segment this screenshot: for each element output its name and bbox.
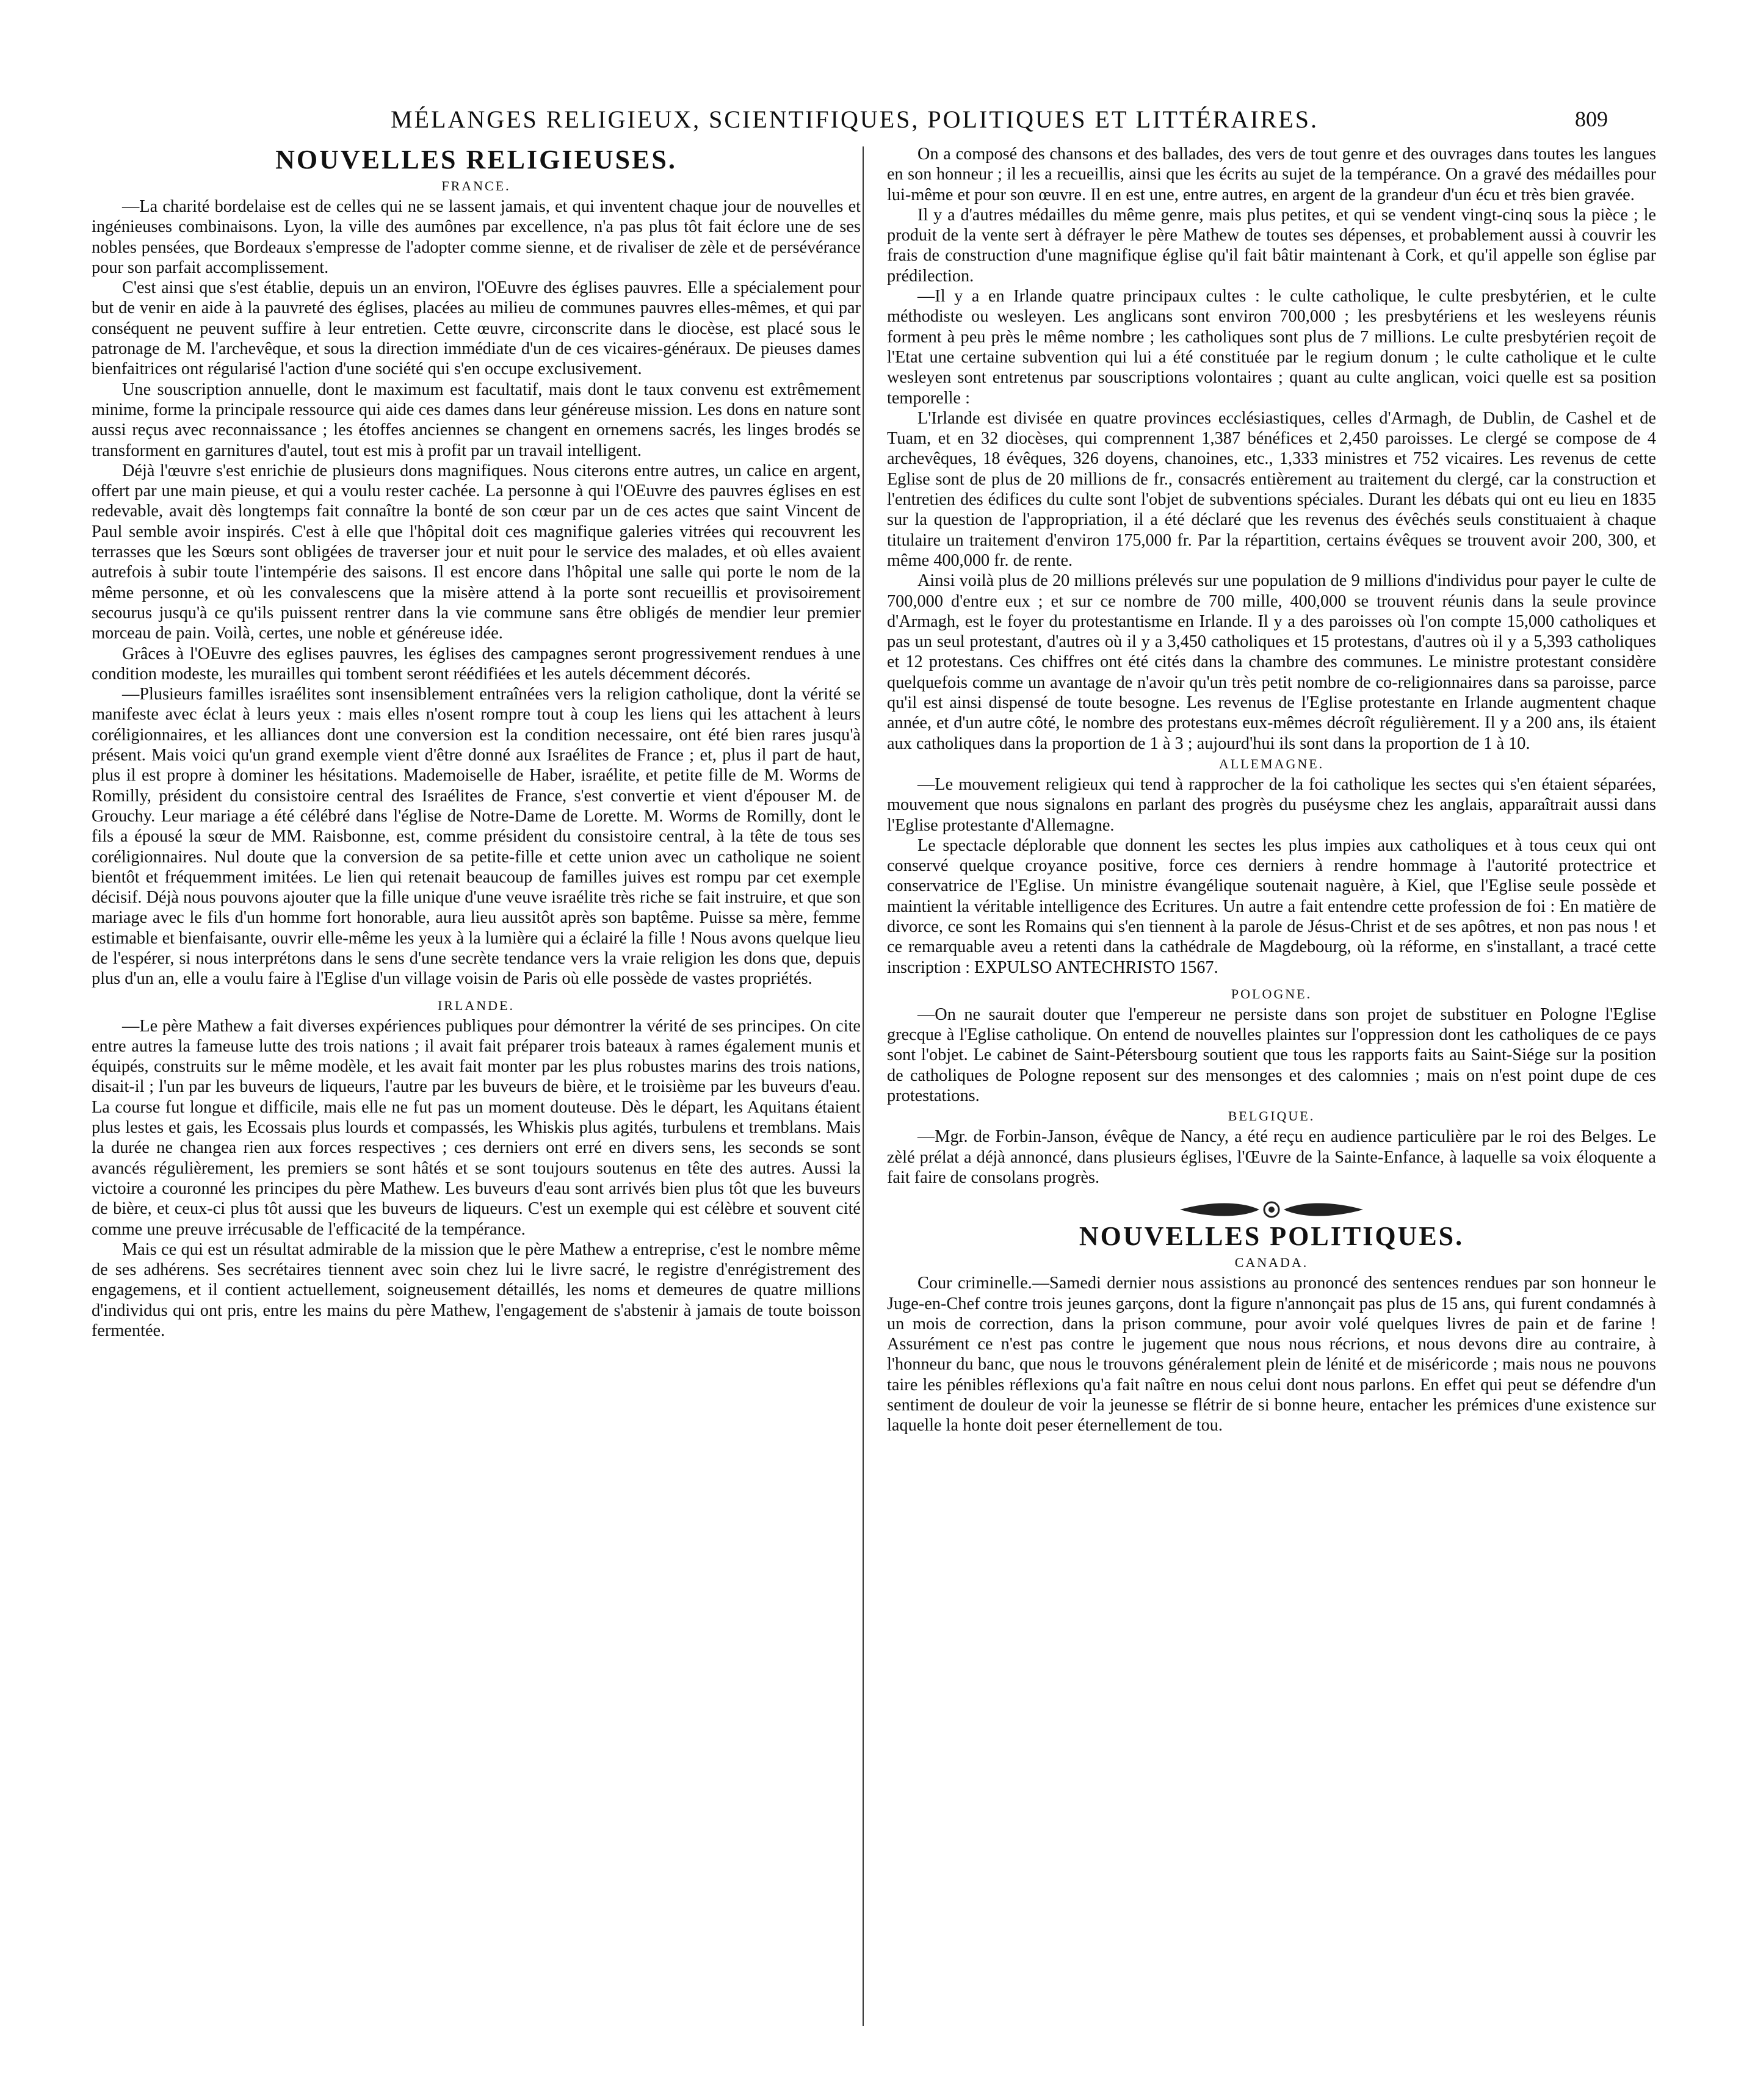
country-heading-allemagne: ALLEMAGNE. <box>1218 756 1325 771</box>
country-heading-pologne: POLOGNE. <box>1231 986 1312 1001</box>
country-heading-canada: CANADA. <box>1234 1255 1309 1271</box>
article-paragraph: Une souscription annuelle, dont le maximum est facultatif, mais dont le taux convenu est extrêmement minime, forme la principale ressource qui aide ces dames dans leur généreuse mission. Les dons en nature sont aussi reçus avec reconnaissance ; les étoffes anciennes se changent en ornemens sacrés, les linges brodés se transforment en garnitures d'autel, tout est mis à profit par un travail intelligent. <box>92 380 861 460</box>
article-paragraph: On a composé des chansons et des ballades, des vers de tout genre et des ouvrages dans toutes les langues en son honneur ; il les a recueillis, ainsi que les écrits au sujet de la tempérance. On a gravé des médailles pour lui-même et pour son œuvre. Il en est une, entre autres, en argent de la grandeur d'un écu et très bien gravée. <box>887 145 1656 204</box>
right-column <box>887 144 1656 1436</box>
running-title: MÉLANGES RELIGIEUX, SCIENTIFIQUES, POLITIQUES ET LITTÉRAIRES. <box>391 106 1319 133</box>
left-column <box>92 144 861 1341</box>
country-heading-france: FRANCE. <box>441 178 511 193</box>
page-number: 809 <box>1575 107 1608 131</box>
section-title-religieuses: NOUVELLES RELIGIEUSES. <box>275 145 677 175</box>
page-header <box>0 103 1744 139</box>
article-paragraph: Le spectacle déplorable que donnent les sectes les plus impies aux catholiques et à tous ceux qui ont conservé quelque croyance positive, force ces derniers à rendre hommage à l'autorité protectrice et conservatrice de l'Eglise. Un ministre évangélique soutenait naguère, à Kiel, que l'Eglise seule possède et maintient la véritable intelligence des Ecritures. Un autre a fait entendre cette profession de foi : En matière de divorce, ce sont les Romains qui s'en tiennent à la parole de Jésus-Christ et de ses apôtres, et non pas nous ! et ce remarquable aveu a retenti dans la cathédrale de Magdebourg, où la réforme, en s'installant, a tracé cette inscription : EXPULSO ANTECHRISTO 1567. <box>887 835 1656 977</box>
country-heading-belgique: BELGIQUE. <box>1228 1108 1315 1124</box>
article-paragraph: Il y a d'autres médailles du même genre, mais plus petites, et qui se vendent vingt-cinq sous la pièce ; le produit de la vente sert à défrayer le père Mathew de toutes ses dépenses, et probablement aussi à couvrir les frais de construction d'une magnifique église qu'il fait bâtir maintenant à Cork, et qu'il appelle son église par prédilection. <box>887 205 1656 286</box>
article-paragraph: Ainsi voilà plus de 20 millions prélevés sur une population de 9 millions d'individus pour payer le culte de 700,000 d'entre eux ; et sur ce nombre de 700 mille, 400,000 se trouvent réunis dans la seule province d'Armagh, est le foyer du protestantisme en Irlande. Il y a des paroisses où l'on compte 15,000 catholiques et pas un seul protestant, d'autres où il y a 3,450 catholiques et 15 protestans, d'autres où il y a 5,393 catholiques et 12 protestans. Ces chiffres ont été cités dans la chambre des communes. Le ministre protestant considère quelquefois comme un avantage de n'avoir qu'un très petit nombre de co-religionnaires dans sa paroisse, parce qu'il est ainsi dispensé de toute besogne. Les revenus de l'Eglise protestante en Irlande augmentent chaque année, et d'un autre côté, le nombre des protestans eux-mêmes décroît régulièrement. Il y a 200 ans, ils étaient aux catholiques dans la proportion de 1 à 3 ; aujourd'hui ils sont dans la proportion de 1 à 10. <box>887 571 1656 753</box>
article-paragraph: Cour criminelle.—Samedi dernier nous assistions au prononcé des sentences rendues par son honneur le Juge-en-Chef contre trois jeunes garçons, dont la figure n'annonçait pas plus de 15 ans, qui furent condamnés à un mois de correction, dans la prison commune, pour avoir volé quelques livres de pain et de farine ! Assurément ce n'est pas contre le jugement que nous nous récrions, et nous devons dire au contraire, à l'honneur du banc, que nous le trouvons généralement plein de lénité et de miséricorde ; mais nous ne pouvons taire les pénibles réflexions qu'a fait naître en nous celui dont nous parlons. En effet qui peut se défendre d'un sentiment de douleur de voir la jeunesse se flétrir de si bonne heure, entacher les prémices d'une existence sur laquelle la honte doit peser éternellement de tou. <box>887 1274 1656 1435</box>
article-paragraph: —La charité bordelaise est de celles qui ne se lassent jamais, et qui inventent chaque jour de nouvelles et ingénieuses combinaisons. Lyon, la ville des aumônes par excellence, n'a pas plus tôt fait éclore une de ses nobles pensées, que Bordeaux s'empresse de l'adopter comme sienne, et de rivaliser de zèle et de persévérance pour son parfait accomplissement. <box>92 197 861 277</box>
article-paragraph: —Le mouvement religieux qui tend à rapprocher de la foi catholique les sectes qui s'en étaient séparées, mouvement que nous signalons en parlant des progrès du puséysme chez les anglais, apparaîtrait aussi dans l'Eglise protestante d'Allemagne. <box>887 774 1656 835</box>
section-title-politiques: NOUVELLES POLITIQUES. <box>1079 1221 1464 1252</box>
article-paragraph: Déjà l'œuvre s'est enrichie de plusieurs dons magnifiques. Nous citerons entre autres, un calice en argent, offert par une main pieuse, et qui a voulu rester cachée. La personne à qui l'OEuvre des pauvres églises en est redevable, avait dès longtemps fait connaître la bonté de son cœur par un de ces actes que saint Vincent de Paul semble avoir inspirés. C'est à elle que l'hôpital doit ces magnifique galeries vitrées qui recouvrent les terrasses que les Sœurs sont obligées de traverser jour et nuit pour le service des malades, et où elles avaient autrefois à subir toute l'intempérie des saisons. Il est encore dans l'hôpital une salle qui porte le nom de la même personne, et où les convalescens que la misère attend à la porte sont recueillis et provisoirement secourus jusqu'à ce qu'ils puissent rentrer dans la vie commune sans être obligés de mendier leur premier morceau de pain. Voilà, certes, une noble et généreuse idée. <box>92 461 861 643</box>
article-paragraph: —Le père Mathew a fait diverses expériences publiques pour démontrer la vérité de ses principes. On cite entre autres la fameuse lutte des trois nations ; il avait fait préparer trois bateaux à rames également munis et équipés, construits sur le même modèle, et les avait fait monter par les plus robustes marins des trois nations, disait-il ; l'un par les buveurs de liqueurs, l'autre par les buveurs de bière, et le troisième par les buveurs d'eau. La course fut longue et difficile, mais elle ne fut pas un moment douteuse. Dès le départ, les Aquitans étaient plus lestes et gais, les Ecossais plus lourds et compassés, les Whiskis plus agités, turbulens et tremblans. Mais la durée ne changea rien aux forces respectives ; ces derniers ont erré en divers sens, les seconds se sont avancés régulièrement, les premiers se sont hâtés et se sont toujours soutenus en tête des autres. Aussi la victoire a couronné les principes du père Mathew. Les buveurs d'eau sont arrivés bien plus tôt que les buveurs de bière, et ceux-ci plus tôt aussi que les buveurs de liqueurs. C'est un exemple qui est célèbre et souvent cité comme une preuve irrécusable de l'efficacité de la tempérance. <box>92 1016 861 1239</box>
article-paragraph: —Plusieurs familles israélites sont insensiblement entraînées vers la religion catholique, dont la vérité se manifeste avec éclat à leurs yeux : mais elles n'osent rompre tout à coup les liens qui les attachent à leurs coréligionnaires, et les alliances dont une conversion est la condition necessaire, ont été bien rares jusqu'à présent. Mais voici qu'un grand exemple vient d'être donné aux Israélites de France ; et, plus il part de haut, plus il est propre à dominer les hésitations. Mademoiselle de Haber, israélite, et petite fille de M. Worms de Romilly, président du consistoire central des Israélites de France, s'est convertie et vient d'épouser M. de Grouchy. Leur mariage a été célébré dans l'église de Notre-Dame de Lorette. M. Worms de Romilly, dont le fils a épousé la sœur de MM. Raisbonne, est, comme président du consistoire central, à la tête de tous ses coréligionnaires. Nul doute que la conversion de sa petite-fille et cette union avec un catholique ne soient bientôt et fréquemment imitées. Le lien qui retenait beaucoup de familles juives est rompu par cet exemple décisif. Déjà nous pouvons ajouter que la fille unique d'une veuve israélite très riche se fait instruire, et que son mariage avec le fils d'un homme fort honorable, aura lieu aussitôt après son baptême. Puisse sa mère, femme estimable et bienfaisante, ouvrir elle-même les yeux à la lumière qui a éclairé la fille ! Nous avons quelque lieu de l'espérer, si nous interprétons dans le sens d'une secrète tendance vers la vraie religion les dons que, depuis plus d'un an, elle a voulu faire à l'Eglise d'un village voisin de Paris où elle possède de vastes propriétés. <box>92 685 861 989</box>
section-ornament <box>887 1199 1656 1221</box>
article-paragraph: —Il y a en Irlande quatre principaux cultes : le culte catholique, le culte presbytérien, et le culte méthodiste ou wesleyen. Les anglicans sont environ 700,000 ; les presbytériens et les wesleyens réunis forment à peu près le même nombre ; les catholiques sont plus de 7 millions. Le culte presbytérien reçoit de l'Etat une certaine subvention qui lui a été constituée par le regium donum ; le culte catholique et le culte wesleyen sont entretenus par souscriptions volontaires ; quant au culte anglican, voici quelle est sa position temporelle : <box>887 287 1656 408</box>
ornament-flourish-icon <box>1174 1199 1369 1221</box>
article-paragraph: Mais ce qui est un résultat admirable de la mission que le père Mathew a entreprise, c'est le nombre même de ses adhérens. Ses secrétaires tiennent avec soin chez lui le livre sacré, le registre d'enrégistrement des engagemens, et il contient actuellement, soigneusement détaillés, les noms et demeures de quatre millions d'individus qui ont pris, entre les mains du père Mathew, l'engagement de s'abstenir à jamais de toute boisson fermentée. <box>92 1239 861 1341</box>
article-paragraph: Grâces à l'OEuvre des eglises pauvres, les églises des campagnes seront progressivement rendues à une condition modeste, les murailles qui tombent seront réédifiées et les autels décemment décorés. <box>92 644 861 684</box>
country-heading-irlande: IRLANDE. <box>437 997 515 1013</box>
article-paragraph: C'est ainsi que s'est établie, depuis un an environ, l'OEuvre des églises pauvres. Elle a spécialement pour but de venir en aide à la pauvreté des églises, placées au milieu de communes pauvres elles-mêmes, et qui par conséquent ne peuvent suffire à leur entretien. Cette œuvre, circonscrite dans le diocèse, est placé sous le patronage de M. l'archevêque, et sous la direction immédiate d'un de ces vicaires-généraux. De pieuses dames bienfaitrices ont régularisé l'action d'une société qui s'en occupe exclusivement. <box>92 278 861 379</box>
article-paragraph: —On ne saurait douter que l'empereur ne persiste dans son projet de substituer en Pologne l'Eglise grecque à l'Eglise catholique. On entend de nouvelles plaintes sur l'oppression dont les catholiques de ce pays sont l'objet. Le cabinet de Saint-Pétersbourg soutient que tous les rapports faits au Saint-Siége sur la position de catholiques de Pologne reposent sur des mensonges et des calomnies ; mais on n'est point dupe de ces protestations. <box>887 1005 1656 1106</box>
column-divider <box>863 146 864 2026</box>
article-paragraph: —Mgr. de Forbin-Janson, évêque de Nancy, a été reçu en audience particulière par le roi des Belges. Le zèlé prélat a déjà annoncé, dans plusieurs églises, l'Œuvre de la Sainte-Enfance, à laquelle sa voix éloquente a fait faire de consolans progrès. <box>887 1127 1656 1187</box>
article-paragraph: L'Irlande est divisée en quatre provinces ecclésiastiques, celles d'Armagh, de Dublin, de Cashel et de Tuam, et en 32 diocèses, qui comprennent 1,387 bénéfices et 2,450 paroisses. Le clergé se compose de 4 archevêques, 18 évêques, 326 doyens, chanoines, etc., 1,333 ministres et 752 vicaires. Les revenus de cette Eglise sont de plus de 20 millions de fr., consacrés entièrement au traitement du clergé, car la construction et l'entretien des édifices du culte sont l'objet de subventions spéciales. Durant les débats qui ont eu lieu en 1835 sur la question de l'appropriation, il a été déclaré que les revenus des évêchés seuls constituaient à chaque titulaire un traitement d'environ 175,000 fr. Par la répartition, certains évêques se trouvent avoir 200, 300, et même 400,000 fr. de rente. <box>887 408 1656 570</box>
